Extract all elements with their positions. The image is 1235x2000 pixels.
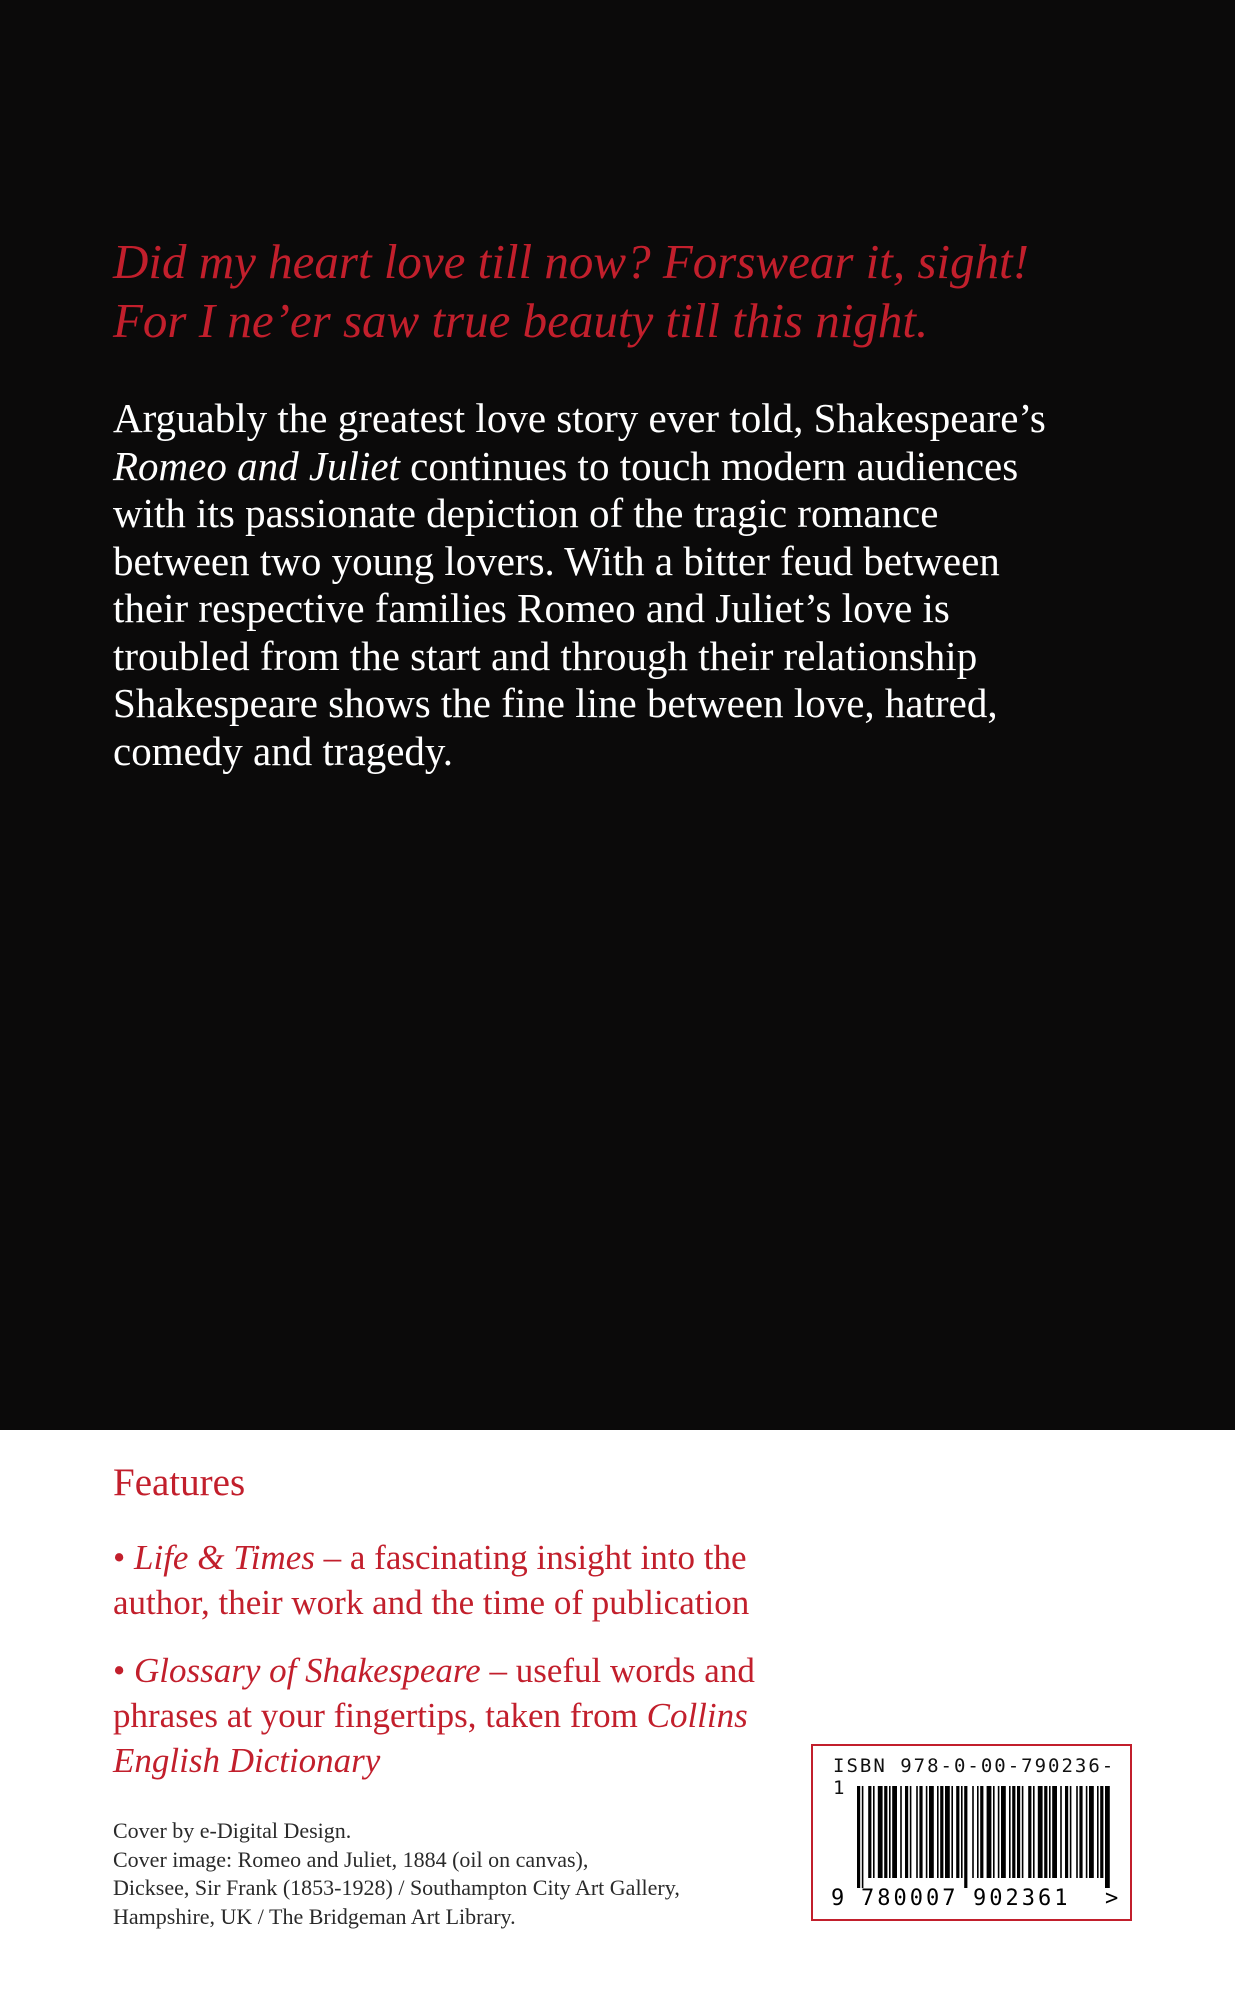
barcode-bar bbox=[905, 1786, 908, 1878]
feature-1-name: Life & Times bbox=[134, 1538, 315, 1577]
barcode-bar bbox=[1017, 1786, 1020, 1878]
barcode-bar bbox=[857, 1786, 860, 1888]
dictionary-title-part-2: English Dictionary bbox=[113, 1741, 381, 1780]
barcode-bar bbox=[889, 1786, 891, 1878]
blurb-line-6: troubled from the start and through their relationship bbox=[113, 632, 978, 679]
barcode-bar bbox=[868, 1786, 871, 1878]
quote-line-2: For I ne’er saw true beauty till this night. bbox=[113, 293, 929, 348]
barcode-bar bbox=[940, 1786, 943, 1878]
feature-2-desc: – useful words and bbox=[480, 1651, 755, 1690]
blurb-line-4: between two young lovers. With a bitter feud between bbox=[113, 537, 1000, 584]
barcode-bar bbox=[1022, 1786, 1024, 1878]
barcode-bar bbox=[862, 1786, 864, 1888]
isbn-barcode-box bbox=[811, 1744, 1132, 1921]
barcode-bar bbox=[916, 1786, 918, 1878]
barcode-bar bbox=[977, 1786, 979, 1878]
barcode-bar bbox=[961, 1786, 963, 1878]
feature-2-line-3 bbox=[113, 1738, 833, 1783]
barcode-bar bbox=[980, 1786, 983, 1878]
barcode-bar bbox=[987, 1786, 992, 1878]
bullet: • bbox=[113, 1538, 135, 1577]
barcode-bar bbox=[1038, 1786, 1043, 1878]
barcode-bar bbox=[1079, 1786, 1082, 1878]
barcode-bar bbox=[1089, 1786, 1094, 1878]
credit-line-4: Hampshire, UK / The Bridgeman Art Library. bbox=[113, 1903, 516, 1929]
isbn-label: ISBN 978-0-00-790236-1 bbox=[833, 1755, 1116, 1799]
barcode-bar bbox=[873, 1786, 875, 1878]
blurb-line-7: Shakespeare shows the fine line between love, hatred, bbox=[113, 680, 998, 726]
credit-line-3: Dicksee, Sir Frank (1853-1928) / Southampton City Art Gallery, bbox=[113, 1875, 680, 1900]
barcode-bar bbox=[1060, 1786, 1062, 1878]
barcode-bar bbox=[900, 1786, 902, 1878]
credit-line-1: Cover by e-Digital Design. bbox=[113, 1818, 352, 1843]
dictionary-title-part-1: Collins bbox=[646, 1696, 748, 1735]
book-title: Romeo and Juliet bbox=[113, 442, 400, 489]
feature-item-life-and-times bbox=[113, 1535, 833, 1625]
barcode-bar bbox=[929, 1786, 934, 1878]
barcode-bar bbox=[1001, 1786, 1006, 1878]
bullet: • bbox=[113, 1651, 135, 1690]
features-heading: Features bbox=[113, 1461, 246, 1504]
barcode-arrow: > bbox=[1105, 1886, 1119, 1911]
barcode-bar bbox=[919, 1786, 922, 1878]
barcode-bar bbox=[878, 1786, 883, 1878]
barcode-bar bbox=[1100, 1786, 1103, 1878]
barcode-icon bbox=[813, 1746, 1130, 1919]
feature-2-desc-cont: phrases at your fingertips, taken from bbox=[113, 1696, 647, 1735]
barcode-bar bbox=[1028, 1786, 1031, 1878]
blurb-line-1: Arguably the greatest love story ever told, Shakespeare’s bbox=[113, 395, 1046, 441]
barcode-bar bbox=[926, 1786, 928, 1878]
blurb-line-3: with its passionate depiction of the tragic romance bbox=[113, 490, 939, 536]
blurb-line-2-rest: continues to touch modern audiences bbox=[399, 442, 1019, 489]
barcode-bar bbox=[1070, 1786, 1072, 1878]
barcode-bar bbox=[1012, 1786, 1015, 1878]
barcode-bar bbox=[1097, 1786, 1099, 1878]
barcode-bar bbox=[884, 1786, 887, 1878]
barcode-lead-digit: 9 bbox=[831, 1886, 845, 1911]
feature-1-line-1 bbox=[113, 1535, 833, 1580]
barcode-bar bbox=[892, 1786, 897, 1878]
barcode-bar bbox=[972, 1786, 974, 1878]
quote-line-1: Did my heart love till now? Forswear it, sight! bbox=[113, 234, 1029, 289]
feature-2-line-2 bbox=[113, 1693, 833, 1738]
barcode-bar bbox=[951, 1786, 953, 1878]
barcode-bar bbox=[945, 1786, 950, 1878]
barcode-bar bbox=[1049, 1786, 1051, 1878]
feature-2-line-1 bbox=[113, 1648, 833, 1693]
credit-line-2: Cover image: Romeo and Juliet, 1884 (oil on canvas), bbox=[113, 1846, 589, 1872]
feature-1-desc: – a fascinating insight into the bbox=[314, 1538, 747, 1577]
barcode-group-2: 902361 bbox=[973, 1886, 1071, 1911]
barcode-bar bbox=[1065, 1786, 1068, 1878]
book-description bbox=[113, 395, 1153, 775]
barcode-bar bbox=[1009, 1786, 1011, 1878]
epigraph-quote bbox=[113, 232, 1173, 350]
barcode-bar bbox=[1076, 1786, 1078, 1878]
barcode-bar bbox=[1044, 1786, 1047, 1878]
barcode-bar bbox=[993, 1786, 995, 1878]
barcode-bar bbox=[964, 1786, 967, 1888]
barcode-bar bbox=[1033, 1786, 1035, 1878]
barcode-bar bbox=[1052, 1786, 1057, 1878]
barcode-bar bbox=[1105, 1786, 1110, 1888]
barcode-bar bbox=[910, 1786, 912, 1878]
cover-credits bbox=[113, 1817, 813, 1931]
barcode-bar bbox=[937, 1786, 939, 1878]
blurb-line-8: comedy and tragedy. bbox=[113, 727, 454, 774]
barcode-bar bbox=[956, 1786, 959, 1878]
barcode-bar bbox=[1086, 1786, 1088, 1878]
feature-2-name: Glossary of Shakespeare bbox=[134, 1651, 481, 1690]
feature-item-glossary bbox=[113, 1648, 833, 1783]
barcode-bar bbox=[998, 1786, 1000, 1878]
barcode-group-1: 780007 bbox=[861, 1886, 959, 1911]
feature-1-line-2: author, their work and the time of publication bbox=[113, 1583, 750, 1622]
blurb-line-2 bbox=[113, 443, 1153, 491]
blurb-line-5: their respective families Romeo and Juliet’s love is bbox=[113, 585, 950, 631]
